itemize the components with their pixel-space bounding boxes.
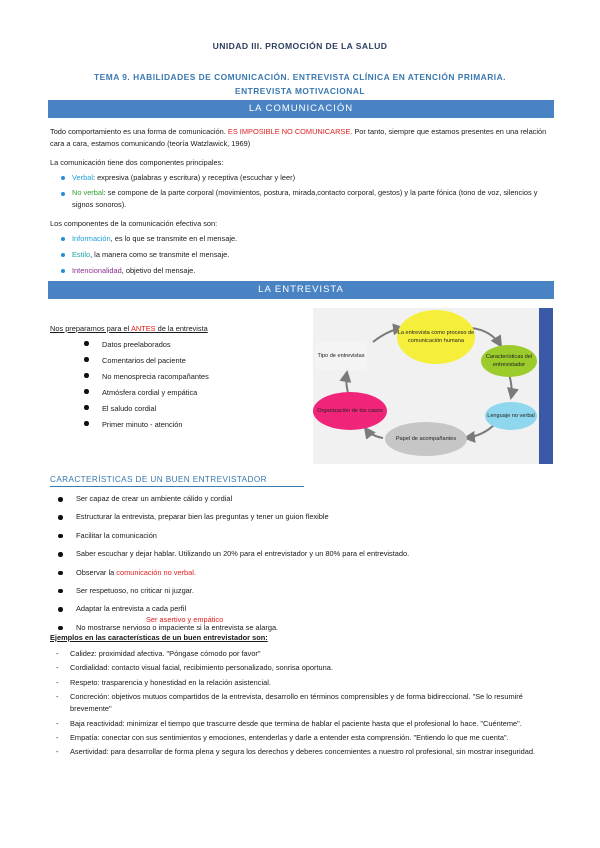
component-verbal	[56, 171, 550, 184]
interview-diagram	[313, 308, 553, 464]
topic-title	[60, 70, 540, 98]
estilo-label: Estilo	[72, 250, 91, 259]
prep-item: Primer minuto - atención	[78, 417, 298, 433]
ejemplo-item: - Respeto: trasparencia y honestidad en la relación asistencial.	[50, 677, 550, 689]
intro-text-b: Por tanto, siempre que estamos presentes en una relación cara a cara, estamos comunicando (teoría Watzlawick, 1969)	[50, 127, 547, 148]
noverbal-text: : se compone de la parte corporal (movimientos, postura, mirada,contacto corporal, gestos) y la parte fónica (tono de voz, silencios y signos sonoros).	[72, 188, 538, 209]
verbal-text: : expresiva (palabras y escritura) y receptiva (escuchar y leer)	[92, 173, 296, 182]
prep-text-a: Nos preparamos para el	[50, 324, 131, 333]
prep-item: El saludo cordial	[78, 401, 298, 417]
effective-title: Los componentes de la comunicación efectiva son:	[50, 219, 218, 228]
effective-intencionalidad	[56, 264, 550, 277]
intro-highlight: ES IMPOSIBLE NO COMUNICARSE.	[227, 127, 353, 136]
ejemplo-item: - Concreción: objetivos mutuos compartidos de la entrevista, desarrollo en términos comprensibles y de forma bidireccional. "Se lo resumiré brevemente"	[50, 691, 550, 715]
prep-title	[50, 323, 300, 335]
node-organizacion: Organización de los casos	[313, 392, 387, 430]
effective-info	[56, 232, 550, 245]
ejemplo-item: - Cordialidad: contacto visual facial, recibimiento personalizado, sonrisa oportuna.	[50, 662, 550, 674]
caracteristica-item: Facilitar la comunicación	[52, 530, 552, 542]
prep-item: Comentarios del paciente	[78, 353, 298, 369]
caracteristica-item: Saber escuchar y dejar hablar. Utilizando un 20% para el entrevistador y un 80% para el entrevistado.	[52, 548, 552, 560]
prep-text-b: de la entrevista	[155, 324, 208, 333]
diagram-side-stripe	[539, 308, 553, 464]
prep-item: No menosprecia racompañantes	[78, 369, 298, 385]
ejemplos-list	[50, 648, 550, 761]
noverbal-label: No verbal	[72, 188, 104, 197]
node-papel: Papel de acompañantes	[385, 422, 467, 456]
verbal-label: Verbal	[72, 173, 93, 182]
caracteristica-observar	[52, 567, 552, 579]
info-text: , es lo que se transmite en el mensaje.	[110, 234, 238, 243]
intro-paragraph	[50, 126, 550, 150]
node-tipo: Tipo de entrevistas	[315, 342, 367, 370]
topic-line-2: ENTREVISTA MOTIVACIONAL	[235, 86, 365, 96]
ejemplo-item: - Calidez: proximidad afectiva. "Póngase cómodo por favor"	[50, 648, 550, 660]
caracteristicas-list	[52, 493, 552, 640]
caracteristicas-title: CARACTERÍSTICAS DE UN BUEN ENTREVISTADOR	[50, 475, 267, 484]
components-list	[56, 171, 550, 211]
effective-list	[56, 232, 550, 277]
effective-estilo	[56, 248, 550, 261]
prep-list	[78, 337, 298, 433]
asertivo-note: Ser asertivo y empático	[146, 615, 224, 624]
ejemplo-item: - Asertividad: para desarrollar de forma plena y segura los derechos y deberes concernientes a nuestro rol profesional, sin mostrar inseguridad.	[50, 746, 550, 758]
component-noverbal	[56, 187, 550, 211]
topic-line-1: TEMA 9. HABILIDADES DE COMUNICACIÓN. ENTREVISTA CLÍNICA EN ATENCIÓN PRIMARIA.	[94, 72, 506, 82]
section-band-comunicacion: LA COMUNICACIÓN	[48, 100, 554, 118]
components-title: La comunicación tiene dos componentes principales:	[50, 158, 224, 167]
prep-item: Atmósfera cordial y empática	[78, 385, 298, 401]
caracteristica-item: No mostrarse nervioso o impaciente si la entrevista se alarga.	[52, 622, 552, 634]
node-lenguaje: Lenguaje no verbal	[485, 402, 537, 430]
prep-item: Datos preelaborados	[78, 337, 298, 353]
intenc-text: , objetivo del mensaje.	[121, 266, 196, 275]
caracteristica-item: Adaptar la entrevista a cada perfil	[52, 603, 552, 615]
unit-title: UNIDAD III. PROMOCIÓN DE LA SALUD	[212, 41, 388, 51]
observar-text: Observar la	[76, 567, 117, 577]
prep-antes: ANTES	[130, 324, 156, 333]
ejemplo-item: - Empatía: conectar con sus sentimientos y emociones, entenderlas y darle a entender esta comprensión. "Entiendo lo que me cuenta".	[50, 732, 550, 744]
node-center: La entrevista como proceso de comunicación humana	[397, 310, 475, 364]
intenc-label: Intencionalidad	[72, 266, 122, 275]
caracteristica-item: Ser capaz de crear un ambiente cálido y cordial	[52, 493, 552, 505]
caracteristica-item: Estructurar la entrevista, preparar bien las preguntas y tener un guion flexible	[52, 511, 552, 523]
caracteristicas-underline	[50, 486, 304, 487]
node-caracteristicas: Características del entrevistador	[481, 345, 537, 377]
section-band-entrevista: LA ENTREVISTA	[48, 281, 554, 299]
ejemplo-item: - Baja reactividad: minimizar el tiempo que trascurre desde que termina de hablar el paciente hasta que el profesional lo hace. "Cuénteme".	[50, 718, 550, 730]
info-label: Información	[72, 234, 111, 243]
observar-highlight: comunicación no verbal.	[116, 567, 196, 577]
ejemplos-title: Ejemplos en las características de un buen entrevistador son:	[50, 633, 268, 642]
intro-text-a: Todo comportamiento es una forma de comunicación.	[50, 127, 228, 136]
estilo-text: , la manera como se transmite el mensaje.	[90, 250, 230, 259]
caracteristica-item: Ser respetuoso, no criticar ni juzgar.	[52, 585, 552, 597]
